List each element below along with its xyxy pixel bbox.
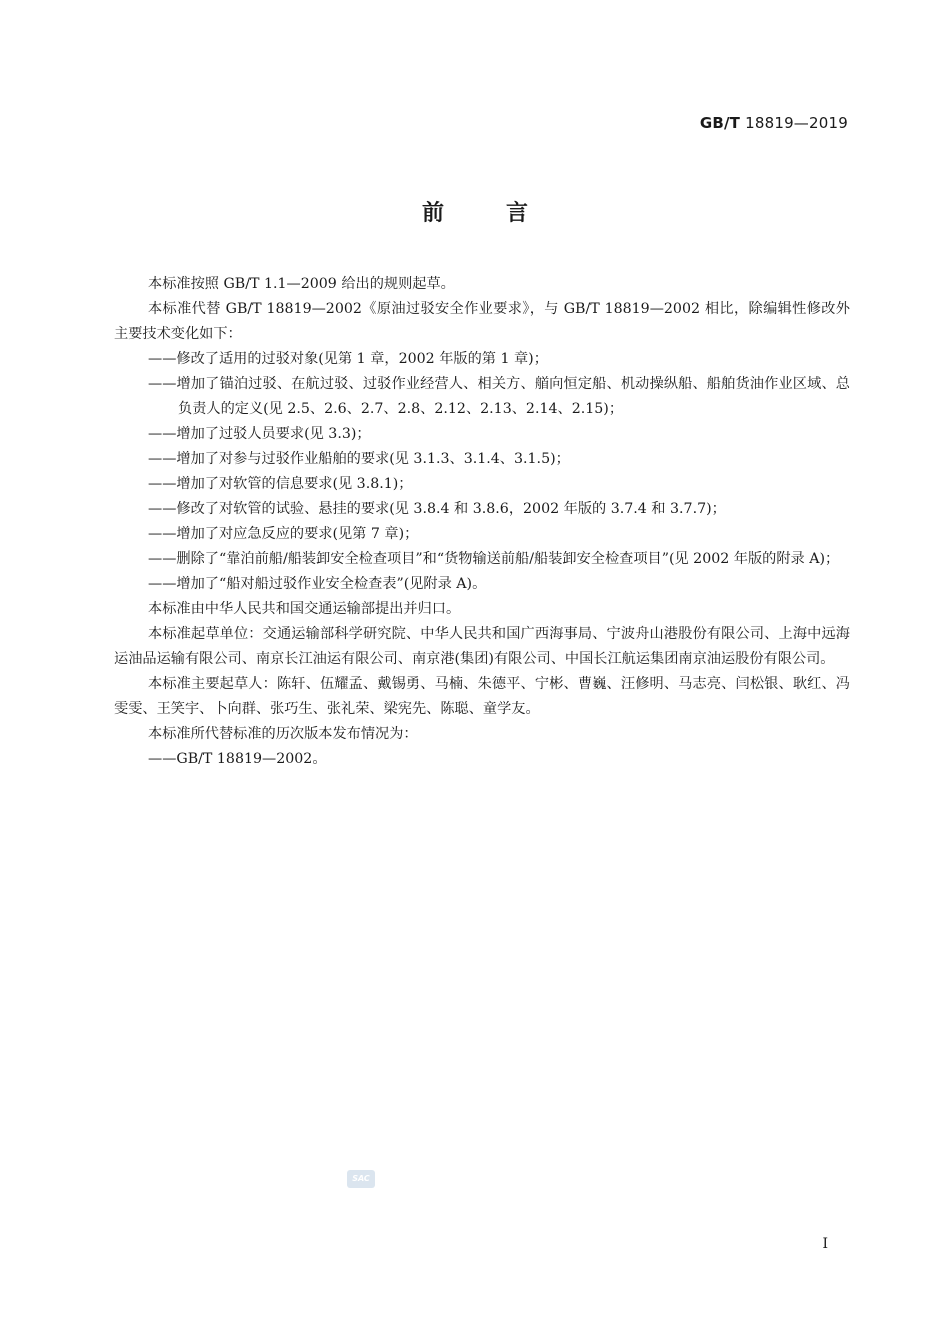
change-list-item: ——增加了锚泊过驳、在航过驳、过驳作业经营人、相关方、艏向恒定船、机动操纵船、船舶货油作业区域、总负责人的定义(见 2.5、2.6、2.7、2.8、2.12、2.13、2.14、2.15)； — [148, 376, 850, 417]
paragraph: 本标准所代替标准的历次版本发布情况为： — [148, 726, 418, 742]
paragraph: 本标准按照 GB/T 1.1—2009 给出的规则起草。 — [148, 276, 455, 292]
change-list-item: ——删除了“靠泊前船/船装卸安全检查项目”和“货物输送前船/船装卸安全检查项目”(见 2002 年版的附录 A)； — [148, 551, 840, 567]
paragraph: 本标准主要起草人：陈轩、伍耀孟、戴锡勇、马楠、朱德平、宁彬、曹巍、汪修明、马志亮、闫松银、耿红、冯雯雯、王笑宇、卜向群、张巧生、张礼荣、梁宪先、陈聪、童学友。 — [114, 676, 850, 717]
change-list-item: ——增加了对应急反应的要求(见第 7 章)； — [148, 526, 419, 542]
change-list-item: ——增加了对参与过驳作业船舶的要求(见 3.1.3、3.1.4、3.1.5)； — [148, 451, 570, 467]
page-number: I — [822, 1236, 828, 1252]
standard-prefix: GB/T — [699, 114, 741, 132]
paragraph: ——GB/T 18819—2002。 — [148, 751, 327, 767]
paragraph: 本标准由中华人民共和国交通运输部提出并归口。 — [148, 601, 461, 617]
change-list-item: ——修改了适用的过驳对象(见第 1 章，2002 年版的第 1 章)； — [148, 351, 548, 367]
paragraph: 本标准起草单位：交通运输部科学研究院、中华人民共和国广西海事局、宁波舟山港股份有限公司、上海中远海运油品运输有限公司、南京长江油运有限公司、南京港(集团)有限公司、中国长江航运集团南京油运股份有限公司。 — [114, 626, 850, 667]
foreword-body — [114, 272, 850, 772]
change-list-item: ——增加了对软管的信息要求(见 3.8.1)； — [148, 476, 413, 492]
change-list-item: ——修改了对软管的试验、悬挂的要求(见 3.8.4 和 3.8.6，2002 年版的 3.7.4 和 3.7.7)； — [148, 501, 726, 517]
change-list-item: ——增加了“船对船过驳作业安全检查表”(见附录 A)。 — [148, 576, 487, 592]
standard-number — [700, 114, 848, 132]
page-title: 前言 — [421, 201, 590, 226]
paragraph: 本标准代替 GB/T 18819—2002《原油过驳安全作业要求》，与 GB/T 18819—2002 相比，除编辑性修改外主要技术变化如下： — [114, 301, 850, 342]
standard-code: 18819—2019 — [745, 114, 848, 132]
change-list-item: ——增加了过驳人员要求(见 3.3)； — [148, 426, 371, 442]
sac-watermark-logo: SAC — [347, 1170, 375, 1188]
